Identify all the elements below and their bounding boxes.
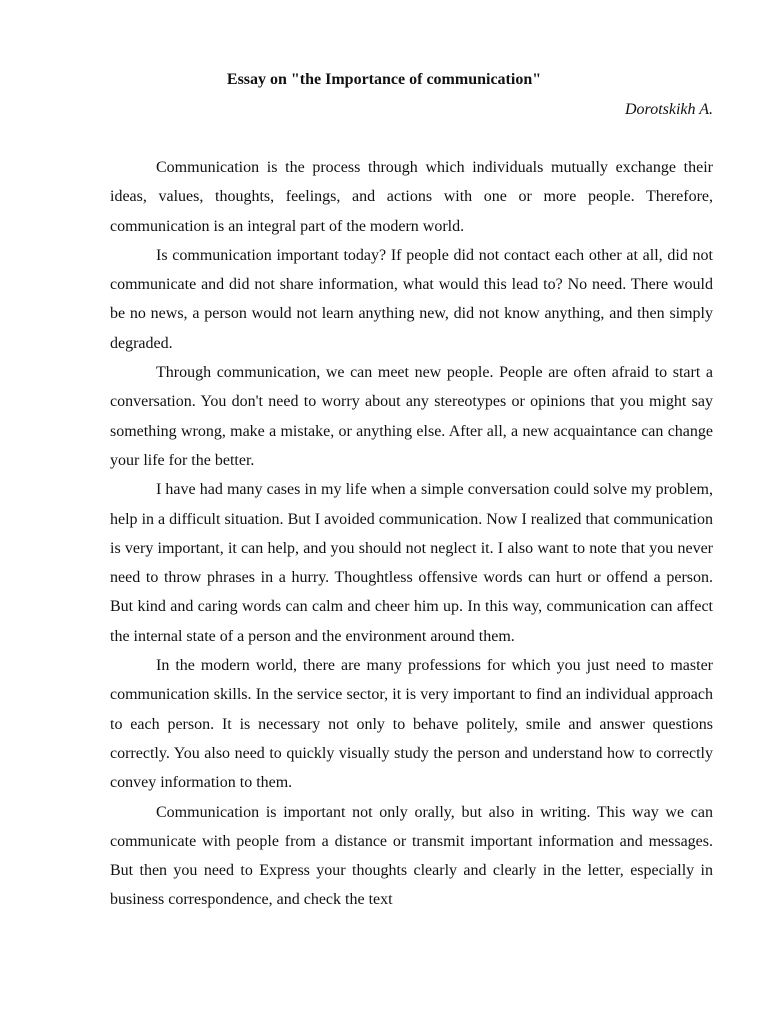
paragraph: In the modern world, there are many professions for which you just need to master communication skills. In the service sector, it is very important to find an individual approach to each person. It is necessary not only to behave politely, smile and answer questions correctly. You also need to quickly visually study the person and understand how to correctly convey information to them. xyxy=(110,657,713,792)
essay-body xyxy=(110,153,713,915)
paragraph: Is communication important today? If people did not contact each other at all, did not communicate and did not share information, what would this lead to? No need. There would be no news, a person would not learn anything new, did not know anything, and then simply degraded. xyxy=(110,246,713,352)
paragraph: Communication is the process through which individuals mutually exchange their ideas, values, thoughts, feelings, and actions with one or more people. Therefore, communication is an integral part of the modern world. xyxy=(110,159,713,235)
paragraph: I have had many cases in my life when a simple conversation could solve my problem, help in a difficult situation. But I avoided communication. Now I realized that communication is very important, it can help, and you should not neglect it. I also want to note that you never need to throw phrases in a hurry. Thoughtless offensive words can hurt or offend a person. But kind and caring words can calm and cheer him up. In this way, communication can affect the internal state of a person and the environment around them. xyxy=(110,481,713,645)
paragraph: Communication is important not only orally, but also in writing. This way we can communicate with people from a distance or transmit important information and messages. But then you need to Express your thoughts clearly and clearly in the letter, especially in business correspondence, and check the text xyxy=(110,803,713,909)
paragraph: Through communication, we can meet new people. People are often afraid to start a conversation. You don't need to worry about any stereotypes or opinions that you might say something wrong, make a mistake, or anything else. After all, a new acquaintance can change your life for the better. xyxy=(110,364,713,469)
author-name: Dorotskikh A. xyxy=(625,101,713,118)
essay-title: Essay on "the Importance of communication" xyxy=(226,71,542,88)
